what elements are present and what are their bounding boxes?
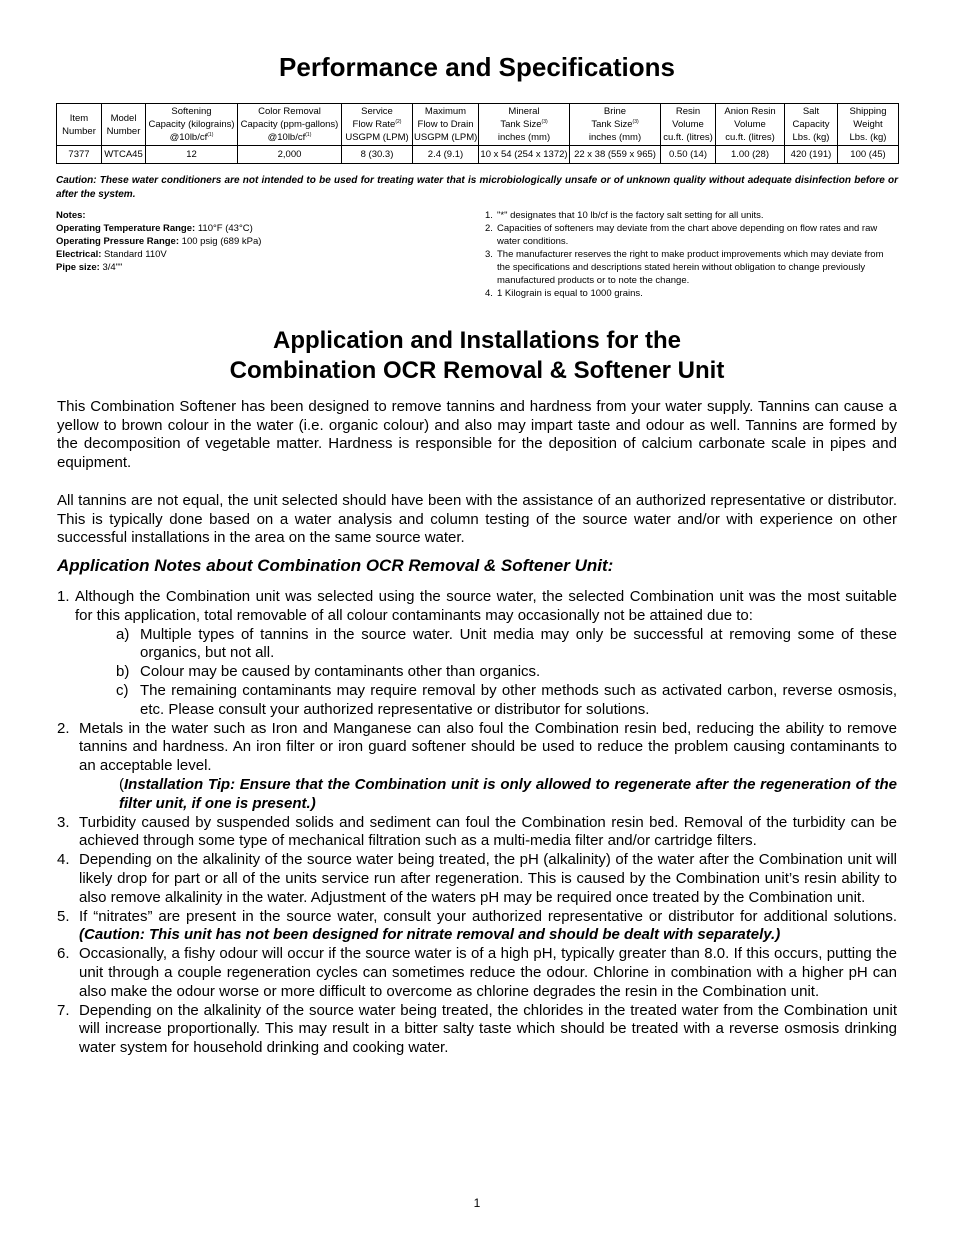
header-shipping-weight: Shipping Weight Lbs. (kg) <box>838 104 899 146</box>
page-number: 1 <box>473 1196 481 1210</box>
list-item: 4. Depending on the alkalinity of the source water being treated, the pH (alkalinity) of the water after the Combination unit will likely drop for part or all of the units service run after regeneration. This is caused by the Combination unit’s resin ability to also remove alkalinity in the water. Adjustment of the waters pH may be required once treated by the Combination unit. <box>57 851 897 906</box>
caution-text: Caution: These water conditioners are not intended to be used for treating water that is microbiologically unsafe or of unknown quality without adequate disinfection before or after the system. <box>56 175 898 200</box>
application-notes-heading: Application Notes about Combination OCR Removal & Softener Unit: <box>57 556 614 575</box>
footnote-item: 4. 1 Kilograin is equal to 1000 grains. <box>485 288 643 299</box>
header-max-flow-to-drain: Maximum Flow to Drain USGPM (LPM) <box>413 104 479 146</box>
table-cell: 12 <box>146 146 238 164</box>
note-electrical: Electrical: Standard 110V <box>56 249 167 260</box>
spec-table-header-row <box>57 104 899 146</box>
list-item: 3. Turbidity caused by suspended solids and sediment can foul the Combination resin bed. Removal of the turbidity can be achieved through some type of mechanical filtration such as a multi-media filter and/or cartridge filters. <box>57 813 897 850</box>
header-brine-tank-size: Brine Tank Size$^{(3)}$ inches (mm) <box>570 104 661 146</box>
header-color-removal-capacity: Color Removal Capacity (ppm-gallons) $@10lb/cf^{(1)}$ <box>238 104 342 146</box>
table-row <box>57 146 899 164</box>
list-item: 2. Metals in the water such as Iron and Manganese can also foul the Combination resin bed, reducing the ability to remove tannins and hardness. An iron filter or iron guard softener should be used to reduce the problem causing contaminants to an acceptable level. (Installation Tip: Ensure that the Combination unit is only allowed to regenerate after the regeneration of the filter unit, if one is present.) <box>57 719 897 812</box>
header-mineral-tank-size: Mineral Tank Size$^{(3)}$ inches (mm) <box>479 104 570 146</box>
list-item: 6. Occasionally, a fishy odour will occur if the source water is of a high pH, typically greater than 8.0. If this occurs, putting the unit through a couple regeneration cycles can sometimes reduce the odour. Chlorine in combination with a higher pH can also make the odour worse or more difficult to overcome as chlorine degrades the resin in the Combination unit. <box>57 945 897 1000</box>
header-service-flow-rate: Service Flow Rate$^{(2)}$ USGPM (LPM) <box>342 104 413 146</box>
footnote-item: 1. "*" designates that 10 lb/cf is the factory salt setting for all units. <box>485 210 764 221</box>
page-title: Performance and Specifications <box>279 52 675 82</box>
footnote-item: 3. The manufacturer reserves the right to make product improvements which may deviate from the specifications and descriptions stated herein without obligation to change previously manufactured products or to note the change. <box>485 249 884 286</box>
table-cell: 8 (30.3) <box>342 146 413 164</box>
sub-list-item: a) Multiple types of tannins in the source water. Unit media may only be successful at removing some of these organics, but not all. <box>116 625 897 662</box>
notes-heading: Notes: <box>56 210 86 221</box>
list-item: 5. If “nitrates” are present in the source water, consult your authorized representative or distributor for additional solutions. (Caution: This unit has not been designed for nitrate removal and should be dealt with separately.) <box>57 907 897 944</box>
table-cell: 2.4 (9.1) <box>413 146 479 164</box>
table-cell: 1.00 (28) <box>716 146 785 164</box>
table-cell: 0.50 (14) <box>661 146 716 164</box>
header-softening-capacity: Softening Capacity (kilograins) $@10lb/cf^{(1)}$ <box>146 104 238 146</box>
header-salt-capacity: Salt Capacity Lbs. (kg) <box>785 104 838 146</box>
sub-list-item: b) Colour may be caused by contaminants other than organics. <box>116 663 541 681</box>
header-model-number: Model Number <box>102 104 146 146</box>
header-item-number: Item Number <box>57 104 102 146</box>
footnotes-list <box>485 209 897 300</box>
table-cell: 100 (45) <box>838 146 899 164</box>
table-cell: 10 x 54 (254 x 1372) <box>479 146 570 164</box>
spec-table <box>56 103 899 164</box>
installation-tip: (Installation Tip: Ensure that the Combination unit is only allowed to regenerate after the regeneration of the filter unit, if one is present.) <box>119 775 897 812</box>
table-cell: 2,000 <box>238 146 342 164</box>
table-cell: 7377 <box>57 146 102 164</box>
table-cell: 22 x 38 (559 x 965) <box>570 146 661 164</box>
application-title: Application and Installations for the Combination OCR Removal & Softener Unit <box>229 327 725 384</box>
intro-paragraph: This Combination Softener has been designed to remove tannins and hardness from your water supply. Tannins can cause a yellow to brown colour in the water (i.e. organic colour) and also may impart taste and odour as well. Tannins are formed by the decomposition of vegetable matter. Hardness is responsible for the deposition of calcium carbonate scale in pipes and equipment. <box>57 398 897 472</box>
note-pipe-size: Pipe size: 3/4"" <box>56 262 123 273</box>
table-cell: WTCA45 <box>102 146 146 164</box>
list-item: 1. Although the Combination unit was selected using the source water, the selected Combination unit was the most suitable for this application, total removable of all colour contaminants may occasionally not be attained due to: a) Multiple types of tannins in the source water. Unit media may only be successful at removing some of these organics, but not all. b) Colour may be caused by contaminants other than organics. c) The remaining contaminants may require removal by other methods such as activated carbon, reverse osmosis, etc. Please consult your authorized representative or distributor for solutions. <box>57 588 897 718</box>
application-notes-list <box>57 588 897 1058</box>
note-operating-temperature: Operating Temperature Range: 110°F (43°C) <box>56 223 253 234</box>
notes-left <box>56 209 456 274</box>
sub-list <box>75 626 897 720</box>
table-cell: 420 (191) <box>785 146 838 164</box>
footnote-item: 2. Capacities of softeners may deviate from the chart above depending on flow rates and raw water conditions. <box>485 223 878 247</box>
note-operating-pressure: Operating Pressure Range: 100 psig (689 kPa) <box>56 236 262 247</box>
selection-paragraph: All tannins are not equal, the unit selected should have been with the assistance of an authorized representative or distributor. This is typically done based on a water analysis and column testing of the source water and/or with experience on other successful installations in the area on the same source water. <box>57 492 897 547</box>
list-item: 7. Depending on the alkalinity of the source water being treated, the chlorides in the treated water from the Combination unit will increase proportionally. This may result in a bitter salty taste which should be treated with a reverse osmosis drinking water system for household drinking and cooking water. <box>57 1001 897 1057</box>
sub-list-item: c) The remaining contaminants may require removal by other methods such as activated carbon, reverse osmosis, etc. Please consult your authorized representative or distributor for solutions. <box>116 681 897 718</box>
header-anion-resin-volume: Anion Resin Volume cu.ft. (litres) <box>716 104 785 146</box>
nitrate-caution: (Caution: This unit has not been designed for nitrate removal and should be dealt with separately <box>79 926 772 944</box>
header-resin-volume: Resin Volume cu.ft. (litres) <box>661 104 716 146</box>
